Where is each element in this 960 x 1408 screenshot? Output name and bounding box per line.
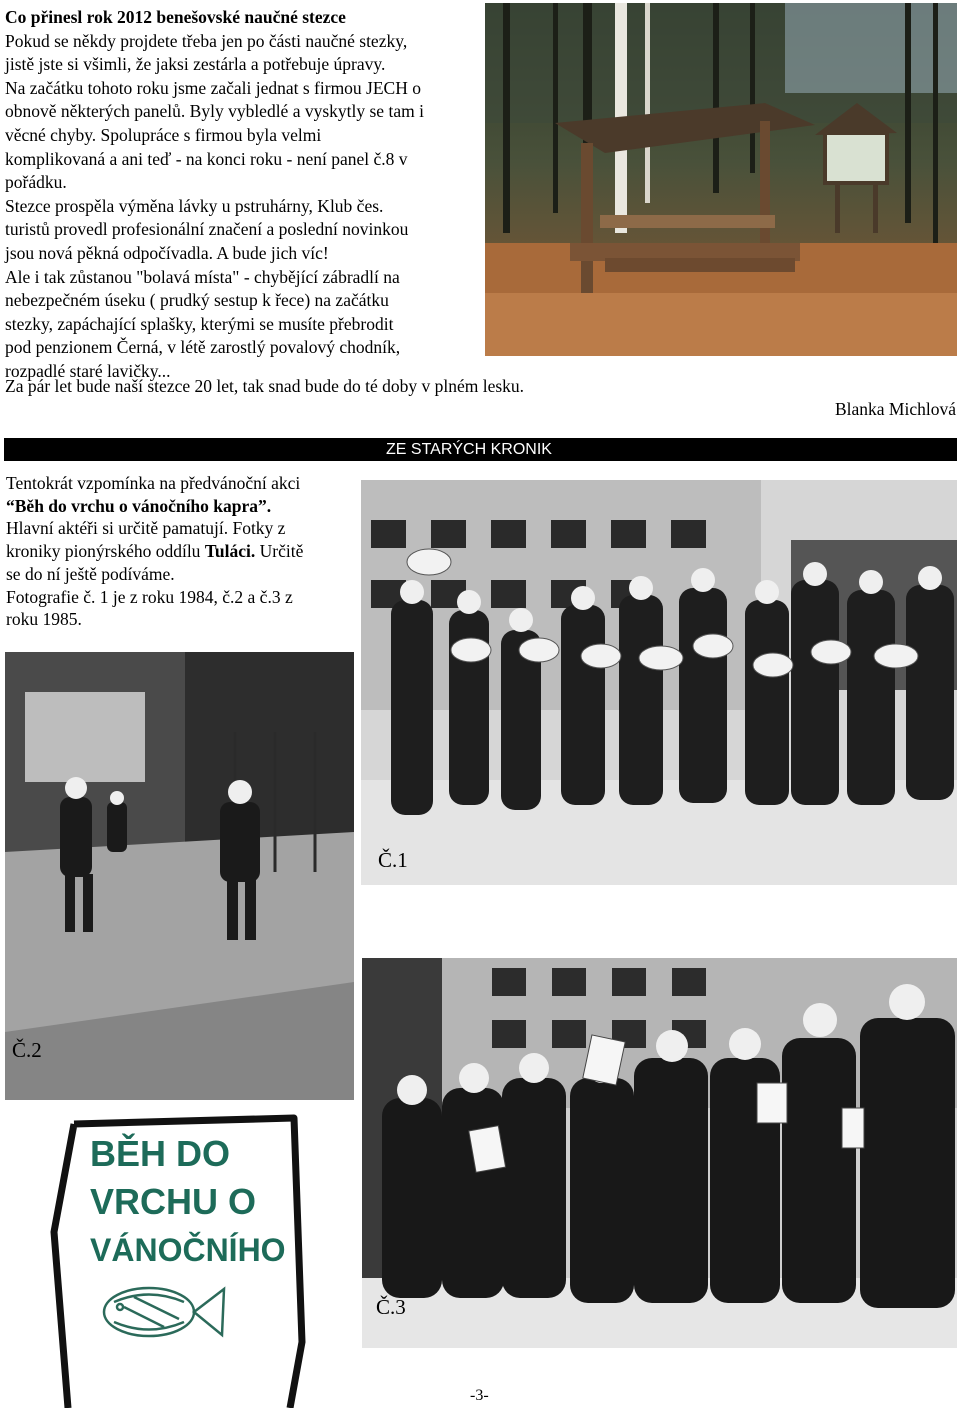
photo-1-children-with-fish	[361, 480, 957, 885]
article-line: Ale i tak zůstanou "bolavá místa" - chybějící zábradlí na	[5, 266, 400, 287]
photo-3-children-with-booklets	[362, 958, 957, 1348]
drawing-line: VÁNOČNÍHO	[90, 1232, 286, 1268]
drawing-line: VRCHU O	[90, 1181, 257, 1222]
page-number: -3-	[470, 1387, 489, 1404]
chronicle-line: roku 1985.	[6, 609, 82, 630]
chronicle-line: Fotografie č. 1 je z roku 1984, č.2 a č.3 z	[6, 586, 293, 607]
forest-rest-area-photo	[485, 3, 957, 356]
article-line: nebezpečném úseku ( prudký sestup k řece) na začátku	[5, 290, 389, 311]
photo-2-children-running	[5, 652, 354, 1100]
article-body	[5, 30, 424, 384]
article-line: jistě jste si všimli, že jaksi zestárla a potřebuje úpravy.	[5, 54, 386, 75]
article-line: komplikovaná a ani teď - na konci roku - není panel č.8 v	[5, 148, 408, 169]
article-line: věcné chyby. Spolupráce s firmou byla velmi	[5, 124, 322, 145]
chronicle-line	[6, 540, 303, 563]
troop-name: Tuláci.	[204, 541, 256, 562]
article-line: jsou nová pěkná odpočívadla. A bude jich víc!	[5, 242, 329, 263]
article-line: turistů provedl profesionální značení a poslední novinkou	[5, 219, 409, 240]
drawing-line: BĚH DO	[90, 1133, 231, 1174]
section-heading: ZE STARÝCH KRONIK	[386, 441, 552, 458]
photo-3-label: Č.3	[376, 1295, 406, 1319]
photo-1-label: Č.1	[378, 848, 408, 872]
chronicle-line: Tentokrát vzpomínka na předvánoční akci	[6, 473, 301, 493]
article-line: Na začátku tohoto roku jsme začali jednat s firmou JECH o	[5, 77, 421, 98]
article-line: Stezce prospěla výměna lávky u pstruhárny, Klub čes.	[5, 195, 384, 216]
article-title: Co přinesl rok 2012 benešovské naučné stezce	[5, 7, 346, 27]
chronicle-line-part: Určitě	[255, 541, 304, 562]
article-line: obnově některých panelů. Byly vybledlé a vyskytly se tam i	[5, 101, 424, 122]
article-closing: Za pár let bude naší stezce 20 let, tak snad bude do té doby v plném lesku.	[5, 376, 525, 396]
drawing-lettering	[90, 1130, 286, 1274]
article-line: Pokud se někdy projdete třeba jen po části naučné stezky,	[5, 30, 408, 51]
chronicle-drawing	[44, 1112, 310, 1408]
article-line: pořádku.	[5, 172, 67, 193]
chronicle-event-name: “Běh do vrchu o vánočního kapra”.	[6, 495, 272, 516]
chronicle-line: Hlavní aktéři si určitě pamatují. Fotky z	[6, 518, 286, 539]
article-line: stezky, zapáchající splašky, kterými se musíte přebrodit	[5, 313, 394, 334]
article-author: Blanka Michlová	[834, 399, 956, 419]
chronicle-line: se do ní ještě podíváme.	[6, 563, 175, 584]
article-line: pod penzionem Černá, v létě zarostlý povalový chodník,	[5, 337, 401, 358]
chronicle-text	[6, 472, 303, 631]
photo-2-label: Č.2	[12, 1038, 42, 1062]
article-line: rozpadlé staré lavičky...	[5, 360, 171, 381]
chronicle-line-part: kroniky pionýrského oddílu	[6, 541, 205, 562]
section-heading-bar	[4, 438, 957, 461]
